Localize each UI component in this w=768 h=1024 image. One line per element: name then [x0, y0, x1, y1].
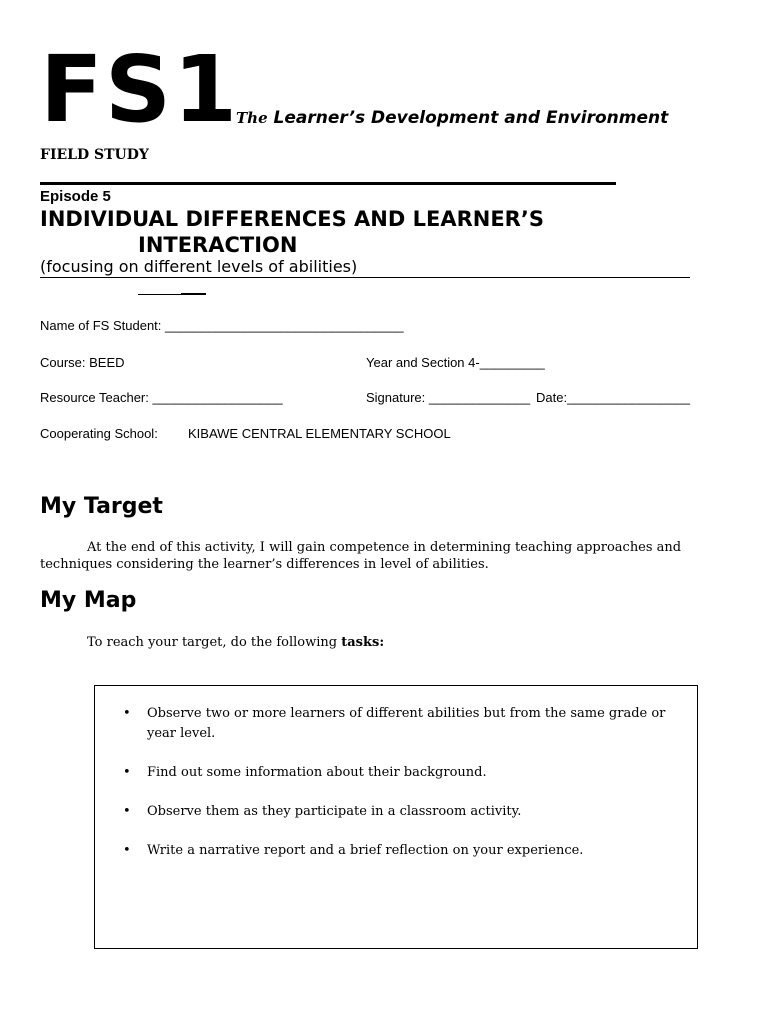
tasks-box: [94, 685, 698, 949]
my-map-heading: My Map: [40, 588, 137, 613]
bullet-icon: •: [123, 706, 131, 721]
target-text-line2: techniques considering the learner’s differences in level of abilities.: [40, 557, 489, 572]
my-target-heading: My Target: [40, 494, 163, 519]
map-intro-bold: tasks:: [341, 635, 385, 650]
map-intro-text: To reach your target, do the following: [87, 635, 342, 650]
bullet-icon: •: [123, 765, 131, 780]
episode-focus: (focusing on different levels of abilities): [40, 257, 690, 278]
map-intro: [87, 634, 384, 651]
bullet-icon: •: [123, 843, 131, 858]
header-divider: [40, 182, 616, 185]
decorative-dash: [181, 293, 206, 295]
subtitle-rest: Learner’s Development and Environment: [267, 108, 669, 128]
target-text-line1: At the end of this activity, I will gain competence in determining teaching approaches and: [87, 540, 682, 555]
task-text-line1: Observe two or more learners of different abilities but from the same grade or: [147, 706, 666, 721]
course-field: Course: BEED: [40, 355, 125, 370]
task-item: [123, 841, 677, 861]
student-name-field[interactable]: Name of FS Student: _________________________________: [40, 318, 404, 333]
resource-teacher-field[interactable]: Resource Teacher: __________________: [40, 390, 283, 405]
episode-title-line1: INDIVIDUAL DIFFERENCES AND LEARNER’S: [40, 207, 544, 231]
date-field[interactable]: Date:_________________: [536, 390, 690, 405]
task-item: [123, 763, 677, 783]
signature-field[interactable]: Signature: ______________: [366, 390, 531, 405]
task-item: [123, 704, 677, 744]
subtitle-the: The: [236, 109, 268, 127]
bullet-icon: •: [123, 804, 131, 819]
task-text-line2: year level.: [147, 726, 216, 741]
field-study-label: FIELD STUDY: [40, 147, 149, 163]
task-item: [123, 802, 677, 822]
episode-label: Episode 5: [40, 188, 111, 205]
task-text-line1: Observe them as they participate in a classroom activity.: [147, 804, 522, 819]
year-section-field[interactable]: Year and Section 4-_________: [366, 355, 545, 370]
task-text-line1: Find out some information about their background.: [147, 765, 487, 780]
task-text-line1: Write a narrative report and a brief reflection on your experience.: [147, 843, 584, 858]
cooperating-school-value: KIBAWE CENTRAL ELEMENTARY SCHOOL: [188, 426, 451, 441]
course-subtitle: [236, 108, 668, 128]
cooperating-school-label: Cooperating School:: [40, 426, 158, 441]
logo-fs1: FS1: [40, 36, 240, 143]
episode-title-line2: INTERACTION: [138, 233, 298, 257]
